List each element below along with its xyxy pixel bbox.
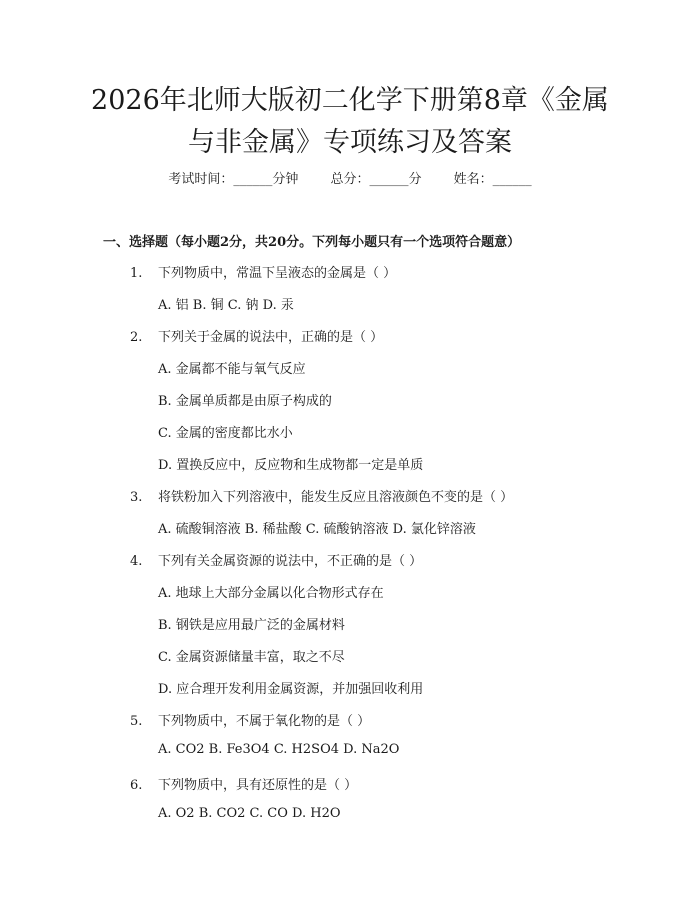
question-number: 2. bbox=[130, 330, 143, 345]
question-text: 下列有关金属资源的说法中，不正确的是（ ） bbox=[158, 554, 423, 569]
question-4-option-d: D. 应合理开发利用金属资源，并加强回收利用 bbox=[158, 682, 424, 697]
question-2 bbox=[130, 326, 383, 345]
question-number: 4. bbox=[130, 554, 143, 569]
question-5 bbox=[130, 710, 370, 729]
question-number: 6. bbox=[130, 778, 143, 793]
question-4-option-b: B. 钢铁是应用最广泛的金属材料 bbox=[158, 618, 345, 633]
question-3-options: A. 硫酸铜溶液 B. 稀盐酸 C. 硫酸钠溶液 D. 氯化锌溶液 bbox=[158, 522, 476, 537]
question-2-option-a: A. 金属都不能与氧气反应 bbox=[158, 362, 306, 377]
document-title bbox=[60, 80, 640, 164]
question-text: 下列物质中，具有还原性的是（ ） bbox=[158, 778, 358, 793]
question-4-option-c: C. 金属资源储量丰富，取之不尽 bbox=[158, 650, 345, 665]
question-3 bbox=[130, 486, 513, 505]
question-1 bbox=[130, 262, 396, 281]
question-1-options: A. 铝 B. 铜 C. 钠 D. 汞 bbox=[158, 298, 294, 313]
question-2-option-c: C. 金属的密度都比水小 bbox=[158, 426, 293, 441]
total-score: 总分：______分 bbox=[330, 172, 422, 187]
exam-time: 考试时间：______分钟 bbox=[168, 172, 299, 187]
question-number: 5. bbox=[130, 714, 143, 729]
question-4-option-a: A. 地球上大部分金属以化合物形式存在 bbox=[158, 586, 384, 601]
question-text: 下列物质中，常温下呈液态的金属是（ ） bbox=[158, 266, 397, 281]
title-line-1: 2026年北师大版初二化学下册第8章《金属 bbox=[91, 85, 609, 116]
question-number: 3. bbox=[130, 490, 143, 505]
question-6 bbox=[130, 774, 357, 793]
question-2-option-d: D. 置换反应中，反应物和生成物都一定是单质 bbox=[158, 458, 424, 473]
question-text: 下列关于金属的说法中，正确的是（ ） bbox=[158, 330, 384, 345]
exam-info bbox=[0, 168, 700, 187]
question-6-options: A. O2 B. CO2 C. CO D. H2O bbox=[158, 806, 341, 821]
title-line-2: 与非金属》专项练习及答案 bbox=[188, 127, 512, 158]
question-4 bbox=[130, 550, 422, 569]
student-name: 姓名：______ bbox=[453, 172, 532, 187]
question-text: 将铁粉加入下列溶液中，能发生反应且溶液颜色不变的是（ ） bbox=[158, 490, 514, 505]
question-5-options: A. CO2 B. Fe3O4 C. H2SO4 D. Na2O bbox=[158, 742, 400, 757]
question-text: 下列物质中，不属于氧化物的是（ ） bbox=[158, 714, 371, 729]
question-2-option-b: B. 金属单质都是由原子构成的 bbox=[158, 394, 332, 409]
question-number: 1. bbox=[130, 266, 143, 281]
section-heading: 一、选择题（每小题2分，共20分。下列每小题只有一个选项符合题意） bbox=[103, 235, 521, 250]
